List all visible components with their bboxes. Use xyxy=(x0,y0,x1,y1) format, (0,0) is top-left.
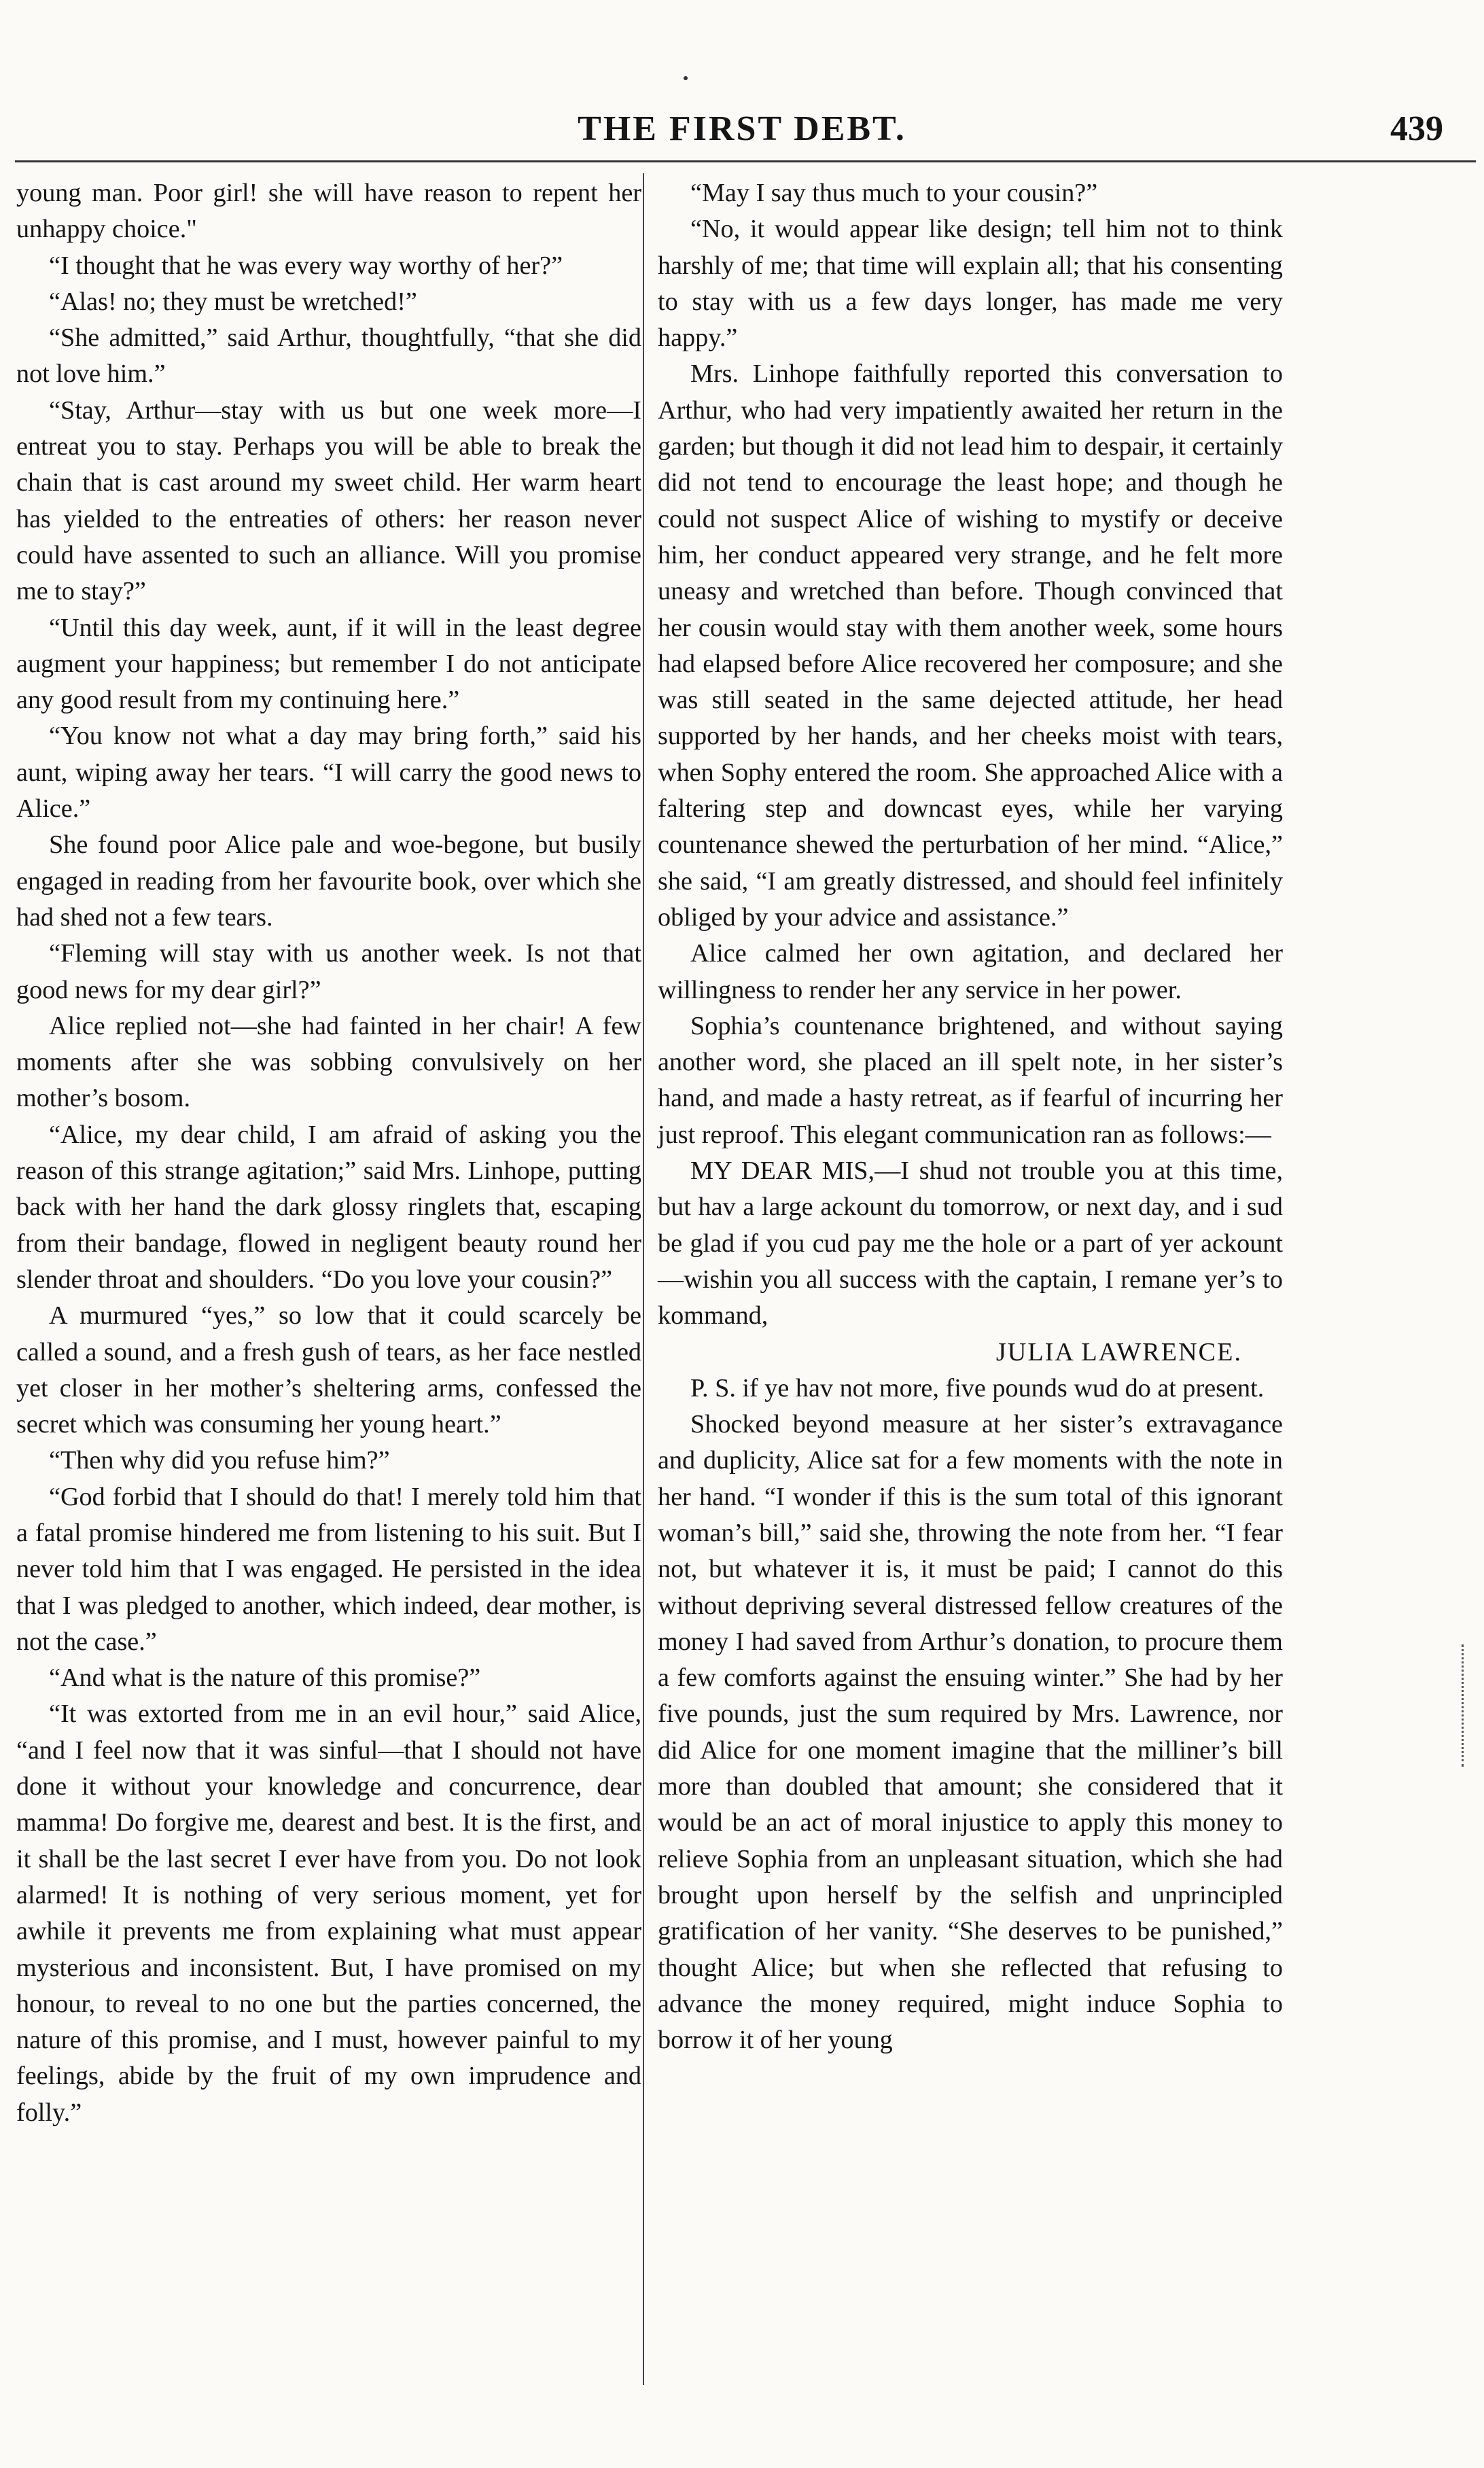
paragraph: She found poor Alice pale and woe-begone, but busily engaged in reading from her favourite book, over which she had shed not a few tears. xyxy=(16,830,641,932)
column-divider xyxy=(643,173,644,2385)
paragraph: Mrs. Linhope faithfully reported this conversation to Arthur, who had very impatiently awaited her return in the garden; but though it did not lead him to despair, it certainly did not tend to encourage the least hope; and though he could not suspect Alice of wishing to mystify or deceive him, her conduct appeared very strange, and he felt more uneasy and wretched than before. Though convinced that her cousin would stay with them another week, some hours had elapsed before Alice recovered her composure; and she was still seated in the same dejected attitude, her head supported by her hands, and her cheeks moist with tears, when Sophy entered the room. She approached Alice with a faltering step and downcast eyes, while her varying countenance shewed the perturbation of her mind. “Alice,” she said, “I am greatly distressed, and should feel infinitely obliged by your advice and assistance.” xyxy=(658,359,1283,932)
postscript: P. S. if ye hav not more, five pounds wud do at present. xyxy=(690,1373,1265,1403)
header-rule xyxy=(15,160,1476,162)
paragraph: “May I say thus much to your cousin?” xyxy=(690,179,1098,207)
letter-body: MY DEAR MIS,—I shud not trouble you at this time, but hav a large ackount du tomorrow, or next day, and i sud be glad if you cud pay me the hole or a part of yer ackount—wishin you all success with the captain, I remane yer’s to kommand, xyxy=(658,1157,1283,1330)
paragraph: “Fleming will stay with us another week. Is not that good news for my dear girl?” xyxy=(16,939,641,1004)
margin-mark xyxy=(1462,1644,1477,1767)
paragraph: Alice replied not—she had fainted in her chair! A few moments after she was sobbing convulsively on her mother’s bosom. xyxy=(16,1011,641,1113)
paragraph: “And what is the nature of this promise?” xyxy=(49,1663,481,1693)
page-number: 439 xyxy=(1390,109,1443,148)
paragraph: “Then why did you refuse him?” xyxy=(49,1446,390,1475)
letter-signature: JULIA LAWRENCE. xyxy=(995,1337,1242,1367)
page-header xyxy=(0,109,1484,163)
right-column xyxy=(658,175,1283,2058)
running-title: THE FIRST DEBT. xyxy=(578,109,906,148)
ink-speck xyxy=(684,76,688,80)
paragraph: “Stay, Arthur—stay with us but one week more—I entreat you to stay. Perhaps you will be able to break the chain that is cast around my sweet child. Her warm heart has yielded to the entreaties of others: her reason never could have assented to such an alliance. Will you promise me to stay?” xyxy=(16,395,641,606)
paragraph: Sophia’s countenance brightened, and without saying another word, she placed an ill spelt note, in her sister’s hand, and made a hasty retreat, as if fearful of incurring her just reproof. This elegant communication ran as follows:— xyxy=(658,1011,1283,1149)
paragraph: “No, it would appear like design; tell him not to think harshly of me; that time will explain all; that his consenting to stay with us a few days longer, has made me very happy.” xyxy=(658,215,1283,353)
paragraph: young man. Poor girl! she will have reason to repent her unhappy choice." xyxy=(16,179,641,244)
paragraph: “She admitted,” said Arthur, thoughtfully, “that she did not love him.” xyxy=(16,323,641,389)
paragraph: “Until this day week, aunt, if it will in the least degree augment your happiness; but remember I do not anticipate any good result from my continuing here.” xyxy=(16,613,641,715)
paragraph: Shocked beyond measure at her sister’s extravagance and duplicity, Alice sat for a few moments with the note in her hand. “I wonder if this is the sum total of this ignorant woman’s bill,” said she, throwing the note from her. “I fear not, but whatever it is, it must be paid; I cannot do this without depriving several distressed fellow creatures of the money I had saved from Arthur’s donation, to procure them a few comforts against the ensuing winter.” She had by her five pounds, just the sum required by Mrs. Lawrence, nor did Alice for one moment imagine that the milliner’s bill more than doubled that amount; she considered that it would be an act of moral injustice to apply this money to relieve Sophia from an unpleasant situation, which she had brought upon herself by the selfish and unprincipled gratification of her vanity. “She deserves to be punished,” thought Alice; but when she reflected that refusing to advance the money required, might induce Sophia to borrow it of her young xyxy=(658,1410,1283,2055)
paragraph: “Alas! no; they must be wretched!” xyxy=(49,287,417,316)
paragraph: Alice calmed her own agitation, and declared her willingness to render her any service in her power. xyxy=(658,939,1283,1004)
paragraph: “God forbid that I should do that! I merely told him that a fatal promise hindered me from listening to his suit. But I never told him that I was engaged. He persisted in the idea that I was pledged to another, which indeed, dear mother, is not the case.” xyxy=(16,1482,641,1656)
left-column xyxy=(16,175,641,2131)
paragraph: “I thought that he was every way worthy of her?” xyxy=(49,251,563,280)
paragraph: “Alice, my dear child, I am afraid of asking you the reason of this strange agitation;” said Mrs. Linhope, putting back with her hand the dark glossy ringlets that, escaping from their bandage, flowed in negligent beauty round her slender throat and shoulders. “Do you love your cousin?” xyxy=(16,1120,641,1294)
paragraph: “It was extorted from me in an evil hour,” said Alice, “and I feel now that it was sinful—that I should not have done it without your knowledge and concurrence, dear mamma! Do forgive me, dearest and best. It is the first, and it shall be the last secret I ever have from you. Do not look alarmed! It is nothing of very serious moment, yet for awhile it prevents me from explaining what must appear mysterious and inconsistent. But, I have promised on my honour, to reveal to no one but the parties concerned, the nature of this promise, and I must, however painful to my feelings, abide by the fruit of my own imprudence and folly.” xyxy=(16,1699,641,2127)
paragraph: A murmured “yes,” so low that it could scarcely be called a sound, and a fresh gush of tears, as her face nestled yet closer in her mother’s sheltering arms, confessed the secret which was consuming her young heart.” xyxy=(16,1301,641,1439)
paragraph: “You know not what a day may bring forth,” said his aunt, wiping away her tears. “I will carry the good news to Alice.” xyxy=(16,722,641,824)
